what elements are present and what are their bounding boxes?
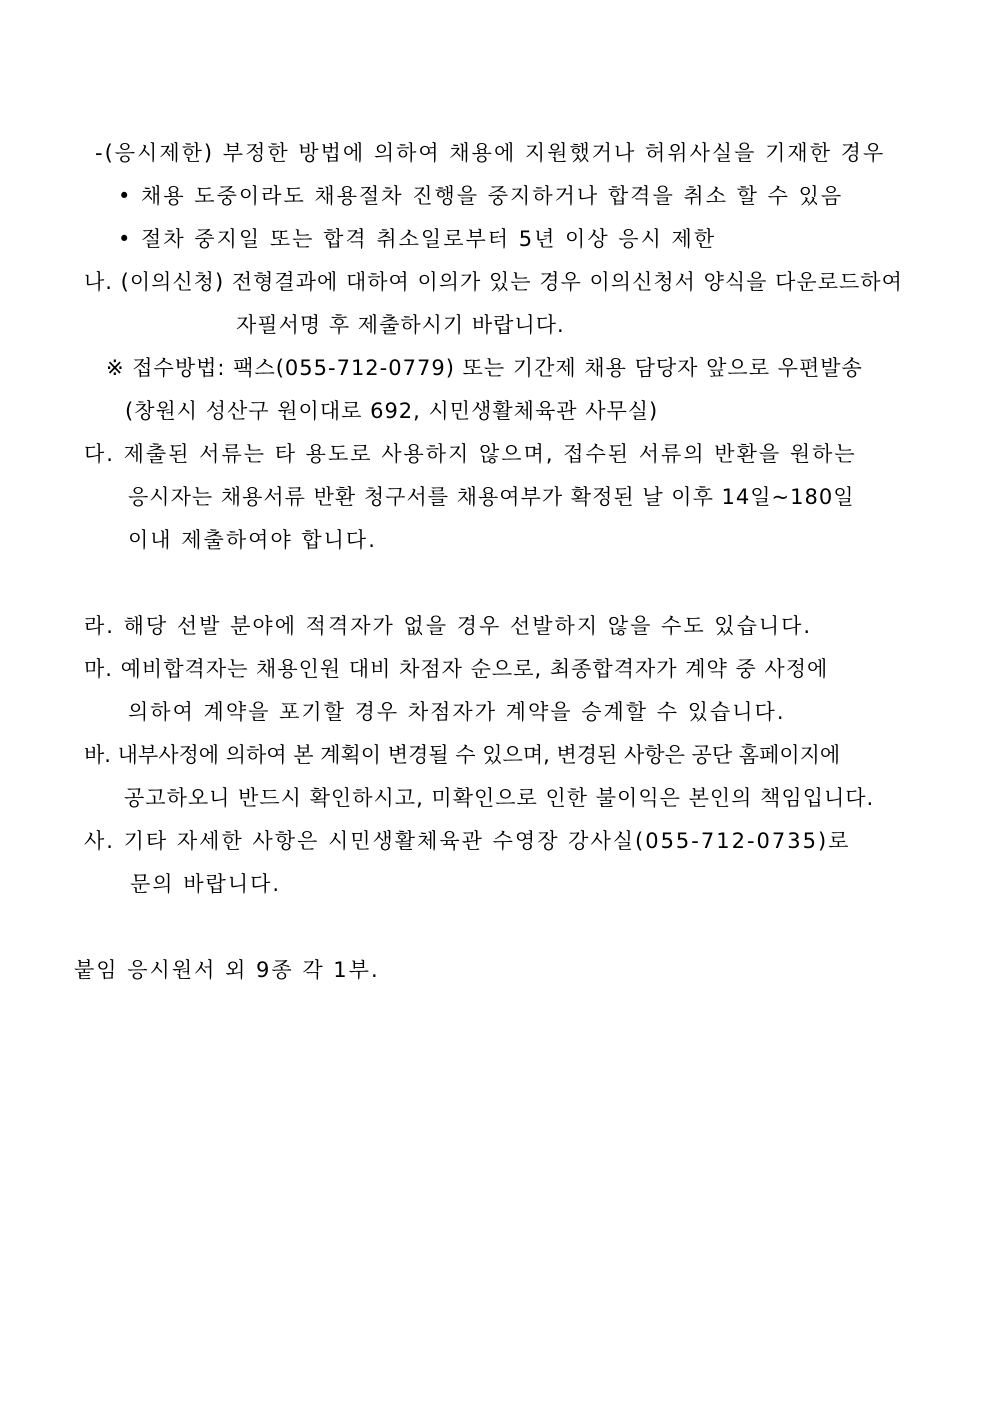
inquiry-line-1: 사. 기타 자세한 사항은 시민생활체육관 수영장 강사실(055-712-0735)로 (84, 829, 851, 853)
attachment-line: 붙임 응시원서 외 9종 각 1부. (74, 958, 380, 982)
no-selection-line: 라. 해당 선발 분야에 적격자가 없을 경우 선발하지 않을 수도 있습니다. (84, 614, 813, 638)
objection-line-1: 나. (이의신청) 전형결과에 대하여 이의가 있는 경우 이의신청서 양식을 다운로드하여 (84, 270, 903, 294)
plan-change-line-1: 바. 내부사정에 의하여 본 계획이 변경될 수 있으며, 변경된 사항은 공단 홈페이지에 (84, 743, 841, 767)
plan-change-line-2: 공고하오니 반드시 확인하시고, 미확인으로 인한 불이익은 본인의 책임입니다. (124, 786, 875, 810)
submission-method-line: ※ 접수방법: 팩스(055-712-0779) 또는 기간제 채용 담당자 앞으로 우편발송 (106, 356, 863, 380)
objection-line-2: 자필서명 후 제출하시기 바랍니다. (236, 313, 565, 337)
documents-line-3: 이내 제출하여야 합니다. (128, 528, 377, 552)
restriction-line: -(응시제한) 부정한 방법에 의하여 채용에 지원했거나 허위사실을 기재한 경우 (95, 141, 886, 165)
restriction-bullet-2: • 절차 중지일 또는 합격 취소일로부터 5년 이상 응시 제한 (118, 227, 717, 251)
reserve-line-1: 마. 예비합격자는 채용인원 대비 차점자 순으로, 최종합격자가 계약 중 사정에 (84, 657, 829, 681)
restriction-bullet-1: • 채용 도중이라도 채용절차 진행을 중지하거나 합격을 취소 할 수 있음 (118, 184, 844, 208)
submission-address-line: (창원시 성산구 원이대로 692, 시민생활체육관 사무실) (125, 399, 659, 423)
reserve-line-2: 의하여 계약을 포기할 경우 차점자가 계약을 승계할 수 있습니다. (128, 700, 786, 724)
documents-line-1: 다. 제출된 서류는 타 용도로 사용하지 않으며, 접수된 서류의 반환을 원하는 (84, 442, 857, 466)
documents-line-2: 응시자는 채용서류 반환 청구서를 채용여부가 확정된 날 이후 14일~180일 (128, 485, 855, 509)
inquiry-line-2: 문의 바랍니다. (130, 872, 282, 896)
